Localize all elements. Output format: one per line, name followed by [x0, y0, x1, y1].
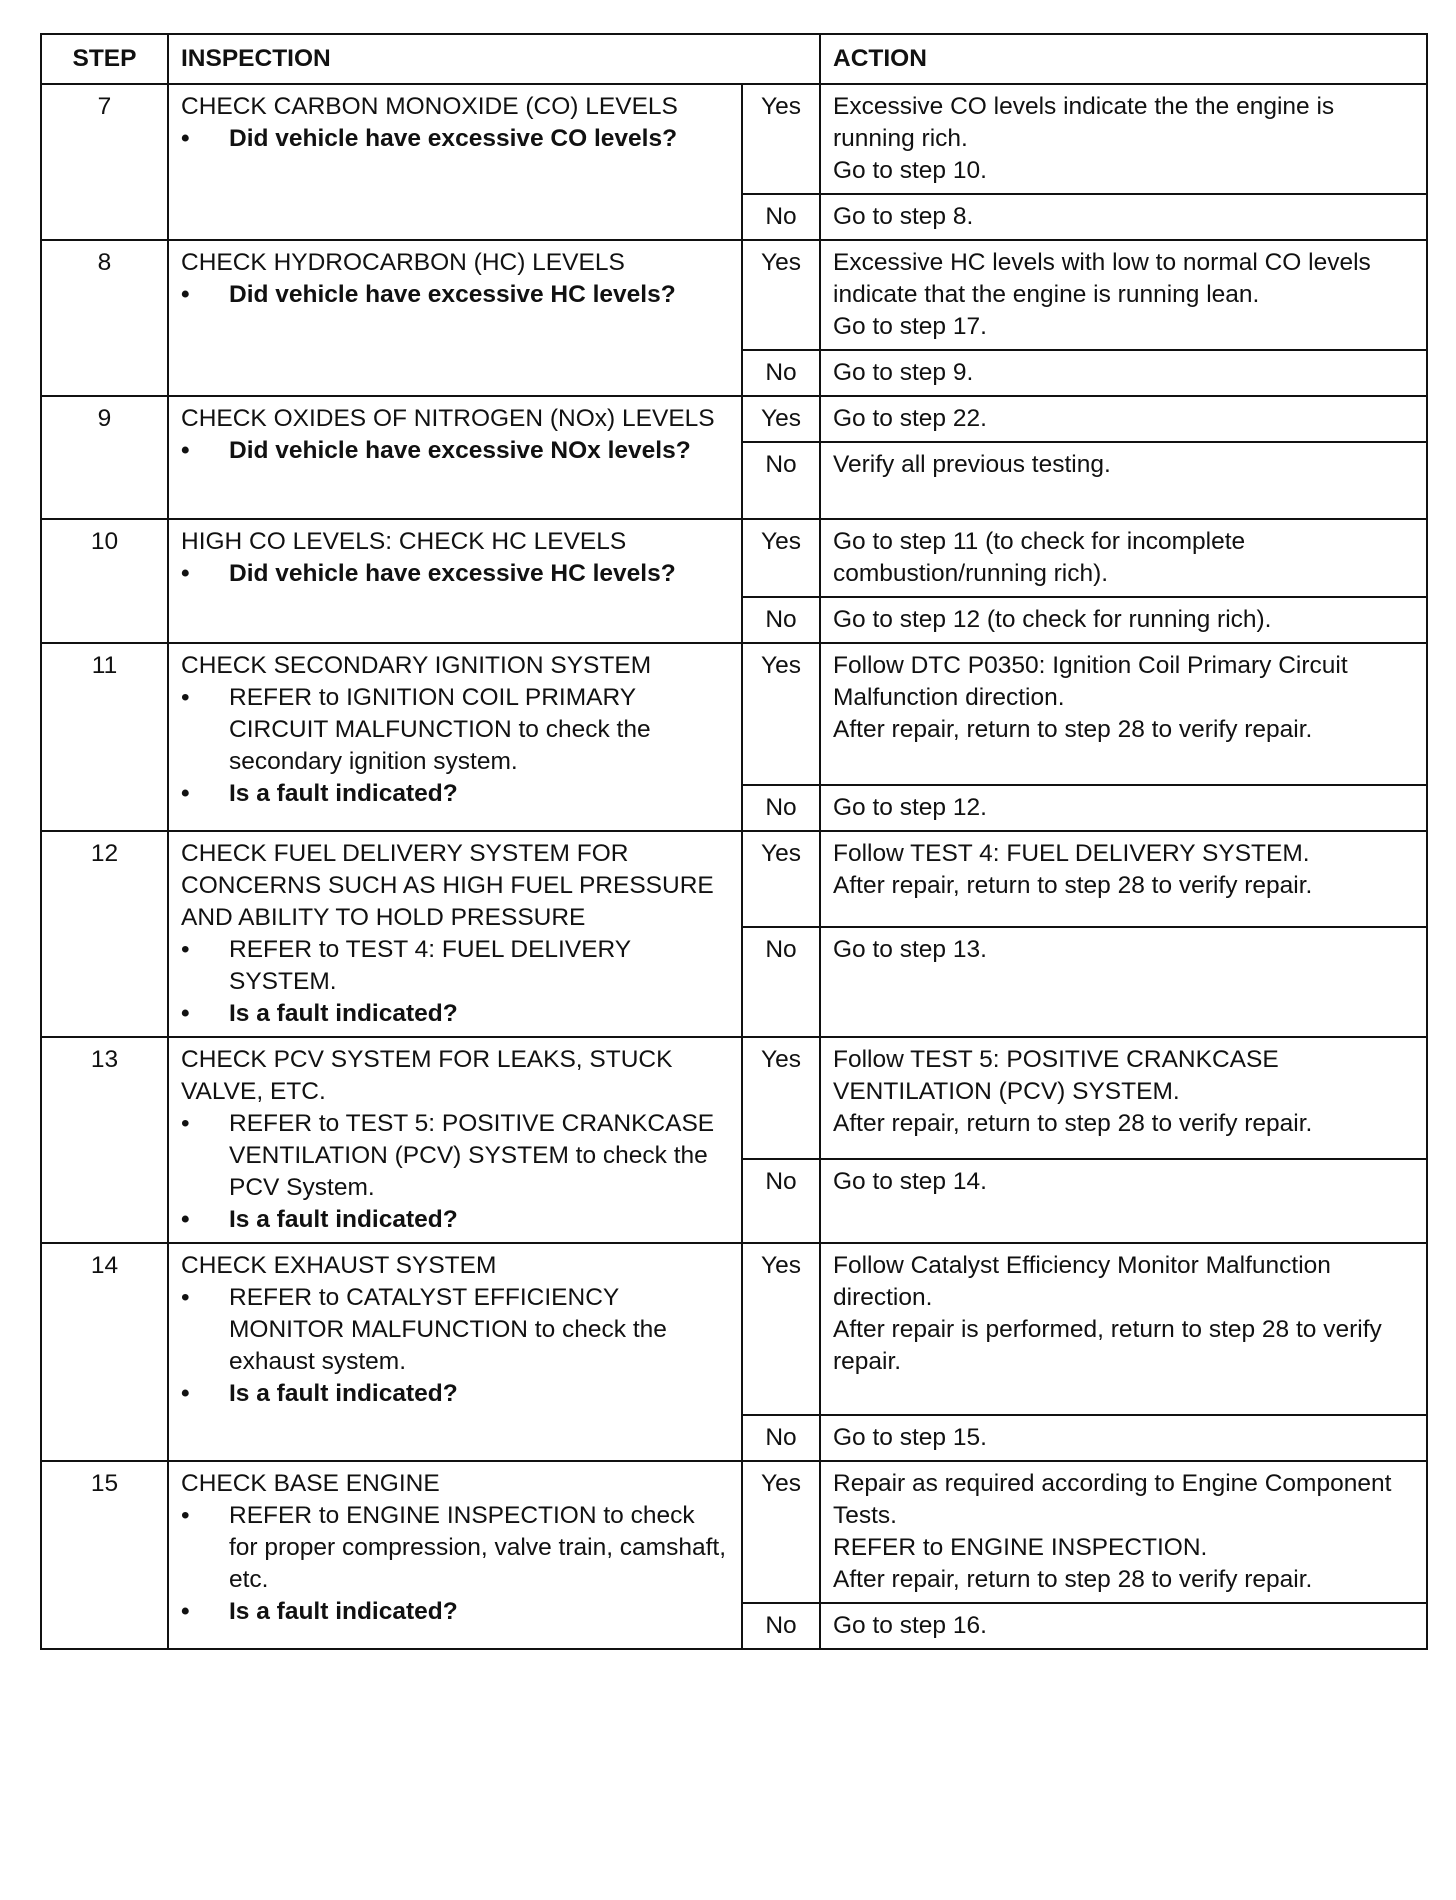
inspection-question: • Is a fault indicated? [181, 1596, 729, 1628]
action-line: Excessive HC levels with low to normal CO levels indicate that the engine is running lean. [833, 249, 1371, 308]
inspection-question: • Did vehicle have excessive HC levels? [181, 279, 729, 311]
inspection-bullets [181, 1500, 729, 1628]
yes-action [820, 519, 1427, 597]
inspection-cell [168, 831, 742, 1037]
yes-action [820, 84, 1427, 194]
inspection-question: • Did vehicle have excessive NOx levels? [181, 435, 729, 467]
inspection-cell [168, 643, 742, 831]
step-row-yes [41, 519, 1427, 597]
inspection-bullet: • REFER to TEST 4: FUEL DELIVERY SYSTEM. [181, 934, 729, 998]
action-line: Go to step 14. [833, 1168, 987, 1196]
inspection-cell [168, 1461, 742, 1649]
action-line: Go to step 17. [833, 313, 987, 340]
inspection-bullet: • REFER to IGNITION COIL PRIMARY CIRCUIT MALFUNCTION to check the secondary ignition system. [181, 682, 729, 778]
step-number: 15 [41, 1461, 168, 1649]
step-row-yes [41, 1243, 1427, 1415]
no-label: No [742, 785, 820, 831]
no-label: No [742, 194, 820, 240]
inspection-bullets [181, 558, 729, 590]
action-line: Repair as required according to Engine Component Tests. [833, 1470, 1392, 1529]
no-action [820, 927, 1427, 1037]
step-number: 8 [41, 240, 168, 396]
diagnostic-table [40, 33, 1428, 1650]
inspection-bullets [181, 1108, 729, 1236]
action-line: Excessive CO levels indicate the the engine is running rich. [833, 93, 1335, 152]
action-line: Follow DTC P0350: Ignition Coil Primary Circuit Malfunction direction. [833, 652, 1348, 711]
yes-action [820, 396, 1427, 442]
action-line: Go to step 10. [833, 157, 987, 184]
action-line: After repair, return to step 28 to verify repair. [833, 1110, 1313, 1137]
no-action [820, 1415, 1427, 1461]
yes-action [820, 643, 1427, 785]
header-action: ACTION [820, 34, 1427, 84]
action-line: Go to step 8. [833, 203, 974, 230]
inspection-bullets [181, 123, 729, 155]
action-line: REFER to ENGINE INSPECTION. [833, 1534, 1208, 1561]
yes-label: Yes [742, 396, 820, 442]
inspection-question: • Is a fault indicated? [181, 998, 729, 1030]
no-action [820, 597, 1427, 643]
inspection-title: HIGH CO LEVELS: CHECK HC LEVELS [181, 528, 627, 555]
inspection-cell [168, 396, 742, 519]
yes-label: Yes [742, 519, 820, 597]
yes-label: Yes [742, 240, 820, 350]
yes-action [820, 1243, 1427, 1415]
action-line: Follow TEST 4: FUEL DELIVERY SYSTEM. [833, 840, 1310, 867]
action-line: After repair is performed, return to step 28 to verify repair. [833, 1316, 1382, 1375]
step-row-yes [41, 240, 1427, 350]
no-action [820, 194, 1427, 240]
step-number: 11 [41, 643, 168, 831]
inspection-cell [168, 84, 742, 240]
inspection-question: • Is a fault indicated? [181, 1204, 729, 1236]
yes-action [820, 240, 1427, 350]
inspection-cell [168, 519, 742, 643]
inspection-title: CHECK PCV SYSTEM FOR LEAKS, STUCK VALVE, ETC. [181, 1046, 673, 1105]
header-row [41, 34, 1427, 84]
action-line: Go to step 9. [833, 359, 974, 386]
inspection-bullets [181, 1282, 729, 1410]
inspection-cell [168, 1243, 742, 1461]
action-line: Go to step 12. [833, 794, 987, 821]
step-number: 14 [41, 1243, 168, 1461]
yes-label: Yes [742, 643, 820, 785]
inspection-bullets [181, 435, 729, 467]
inspection-cell [168, 240, 742, 396]
action-line: After repair, return to step 28 to verify repair. [833, 872, 1313, 899]
yes-label: Yes [742, 831, 820, 927]
header-inspection: INSPECTION [168, 34, 820, 84]
inspection-title: CHECK OXIDES OF NITROGEN (NOx) LEVELS [181, 405, 715, 432]
no-action [820, 1159, 1427, 1243]
action-line: Follow Catalyst Efficiency Monitor Malfunction direction. [833, 1252, 1331, 1311]
action-line: Verify all previous testing. [833, 451, 1111, 478]
no-action [820, 350, 1427, 396]
no-label: No [742, 1603, 820, 1649]
inspection-bullet: • REFER to CATALYST EFFICIENCY MONITOR MALFUNCTION to check the exhaust system. [181, 1282, 729, 1378]
yes-label: Yes [742, 1037, 820, 1159]
no-label: No [742, 1159, 820, 1243]
yes-label: Yes [742, 1461, 820, 1603]
inspection-question: • Did vehicle have excessive HC levels? [181, 558, 729, 590]
step-row-yes [41, 643, 1427, 785]
inspection-bullets [181, 682, 729, 810]
action-line: Go to step 15. [833, 1424, 987, 1451]
inspection-title: CHECK CARBON MONOXIDE (CO) LEVELS [181, 93, 678, 120]
inspection-bullet: • REFER to ENGINE INSPECTION to check for proper compression, valve train, camshaft, etc. [181, 1500, 729, 1596]
action-line: Go to step 22. [833, 405, 987, 432]
no-action [820, 785, 1427, 831]
action-line: After repair, return to step 28 to verify repair. [833, 1566, 1313, 1593]
step-number: 10 [41, 519, 168, 643]
action-line: Follow TEST 5: POSITIVE CRANKCASE VENTILATION (PCV) SYSTEM. [833, 1046, 1279, 1105]
yes-label: Yes [742, 1243, 820, 1415]
step-number: 7 [41, 84, 168, 240]
header-step: STEP [41, 34, 168, 84]
action-line: Go to step 13. [833, 936, 987, 964]
step-number: 9 [41, 396, 168, 519]
step-row-yes [41, 831, 1427, 927]
yes-action [820, 1037, 1427, 1159]
inspection-bullets [181, 934, 729, 1030]
inspection-bullets [181, 279, 729, 311]
step-number: 12 [41, 831, 168, 1037]
step-number: 13 [41, 1037, 168, 1243]
inspection-title: CHECK FUEL DELIVERY SYSTEM FOR CONCERNS SUCH AS HIGH FUEL PRESSURE AND ABILITY TO HOLD PRESSURE [181, 840, 714, 931]
yes-action [820, 1461, 1427, 1603]
no-action [820, 442, 1427, 519]
inspection-cell [168, 1037, 742, 1243]
step-row-yes [41, 1037, 1427, 1159]
step-row-yes [41, 1461, 1427, 1603]
step-row-yes [41, 396, 1427, 442]
inspection-title: CHECK BASE ENGINE [181, 1470, 440, 1497]
no-label: No [742, 1415, 820, 1461]
no-label: No [742, 927, 820, 1037]
no-label: No [742, 597, 820, 643]
inspection-question: • Is a fault indicated? [181, 1378, 729, 1410]
no-label: No [742, 350, 820, 396]
action-line: Go to step 11 (to check for incomplete combustion/running rich). [833, 528, 1246, 587]
step-row-yes [41, 84, 1427, 194]
inspection-title: CHECK SECONDARY IGNITION SYSTEM [181, 652, 652, 679]
inspection-title: CHECK HYDROCARBON (HC) LEVELS [181, 249, 625, 276]
action-line: Go to step 16. [833, 1612, 987, 1639]
yes-action [820, 831, 1427, 927]
inspection-title: CHECK EXHAUST SYSTEM [181, 1252, 497, 1279]
action-line: After repair, return to step 28 to verify repair. [833, 716, 1313, 743]
no-action [820, 1603, 1427, 1649]
inspection-bullet: • REFER to TEST 5: POSITIVE CRANKCASE VENTILATION (PCV) SYSTEM to check the PCV System. [181, 1108, 729, 1204]
no-label: No [742, 442, 820, 519]
yes-label: Yes [742, 84, 820, 194]
action-line: Go to step 12 (to check for running rich). [833, 606, 1272, 633]
inspection-question: • Did vehicle have excessive CO levels? [181, 123, 729, 155]
inspection-question: • Is a fault indicated? [181, 778, 729, 810]
